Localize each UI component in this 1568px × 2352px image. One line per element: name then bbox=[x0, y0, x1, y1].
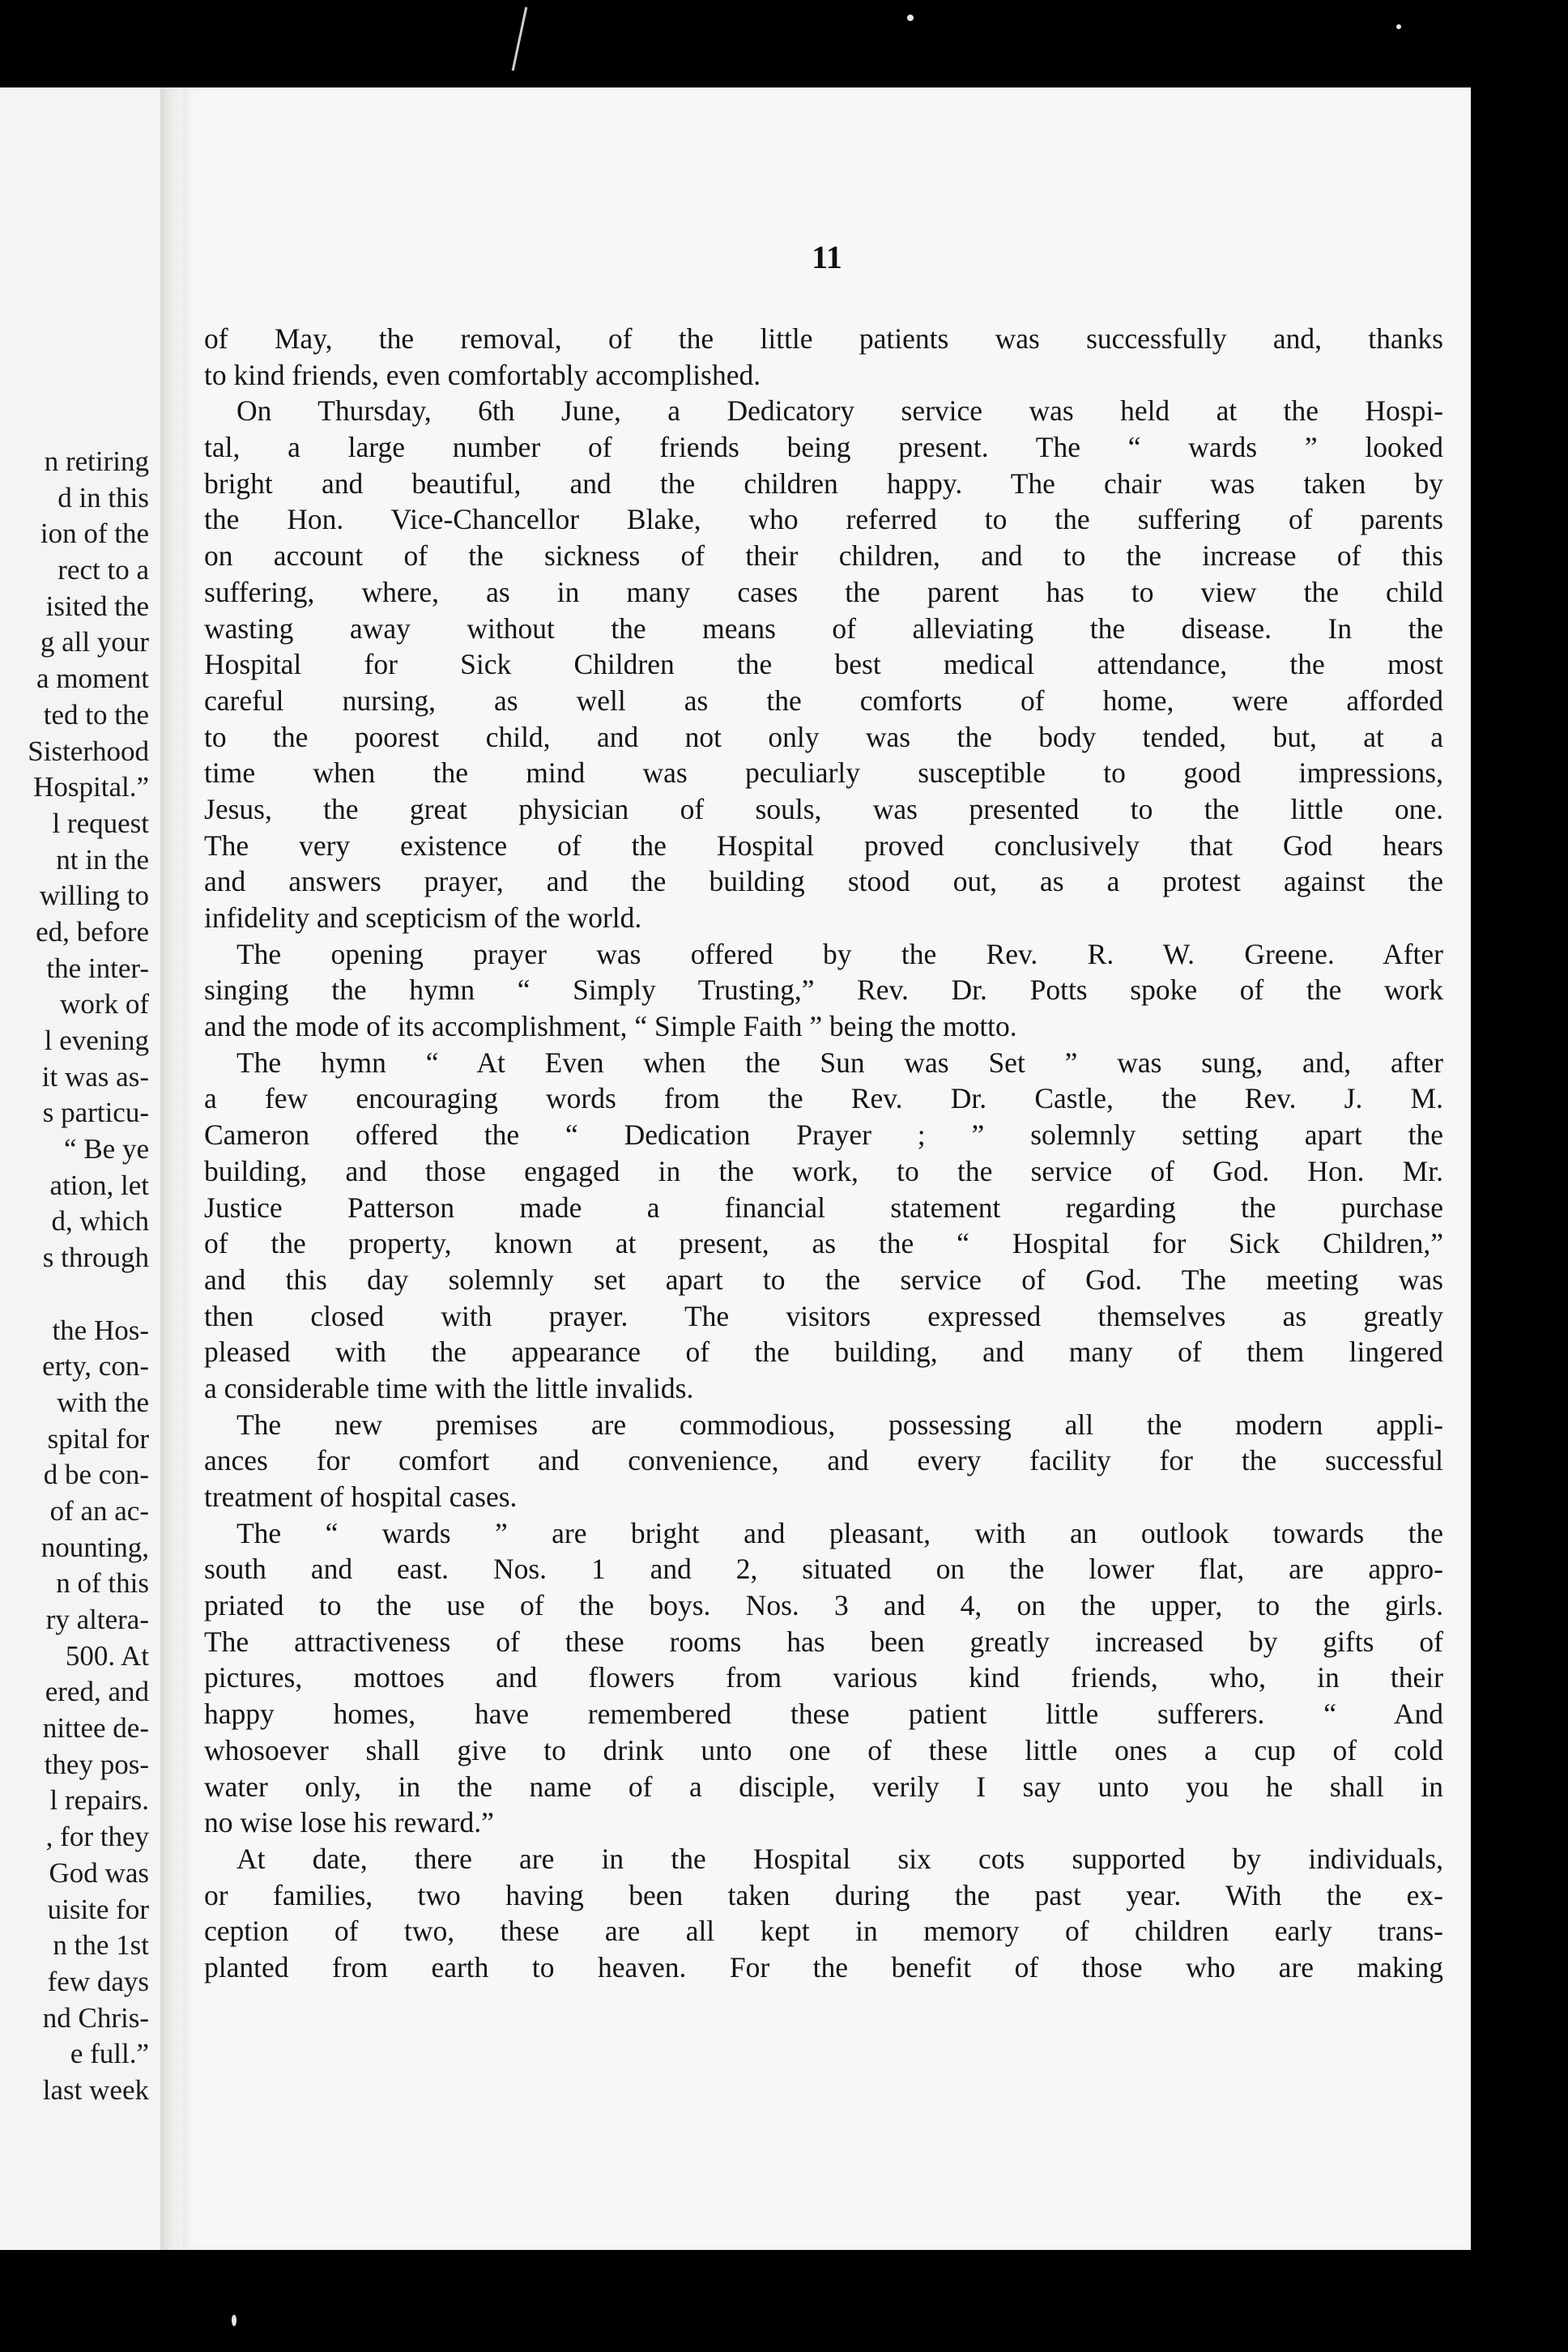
fragment-line: d be con- bbox=[43, 1459, 149, 1491]
fragment-line: spital for bbox=[47, 1422, 149, 1455]
fragment-line: Hospital.” bbox=[33, 771, 149, 803]
fragment-line: ered, and bbox=[45, 1676, 149, 1708]
fragment-line: willing to bbox=[39, 880, 149, 912]
text-line: Hospital for Sick Children the best medical attendance, the most bbox=[204, 648, 1443, 681]
text-line: careful nursing, as well as the comforts of home, were afforded bbox=[204, 684, 1443, 717]
fragment-line: l request bbox=[52, 807, 149, 839]
text-line: water only, in the name of a disciple, verily I say unto you he shall in bbox=[204, 1770, 1443, 1803]
previous-page-fragment bbox=[0, 87, 160, 2250]
fragment-line: few days bbox=[47, 1965, 149, 1997]
fragment-line: work of bbox=[60, 988, 149, 1020]
fragment-line: n of this bbox=[56, 1567, 149, 1600]
fragment-line: e full.” bbox=[70, 2038, 149, 2070]
fragment-line: with the bbox=[57, 1386, 149, 1418]
text-line: The “ wards ” are bright and pleasant, with an outlook towards the bbox=[236, 1516, 1443, 1549]
fragment-line: “ Be ye bbox=[64, 1133, 149, 1165]
text-line: The attractiveness of these rooms has been greatly increased by gifts of bbox=[204, 1625, 1443, 1658]
scan-speck bbox=[232, 2315, 236, 2326]
text-line: and this day solemnly set apart to the service of God. The meeting was bbox=[204, 1263, 1443, 1296]
text-line: building, and those engaged in the work, to the service of God. Hon. Mr. bbox=[204, 1154, 1443, 1187]
text-line: planted from earth to heaven. For the benefit of those who are making bbox=[204, 1950, 1443, 1983]
text-line: pleased with the appearance of the building, and many of them lingered bbox=[204, 1336, 1443, 1369]
text-line: the Hon. Vice-Chancellor Blake, who referred to the suffering of parents bbox=[204, 503, 1443, 536]
fragment-line bbox=[28, 1276, 149, 1313]
text-line: suffering, where, as in many cases the parent has to view the child bbox=[204, 575, 1443, 608]
text-line: wasting away without the means of alleviating the disease. In the bbox=[204, 611, 1443, 645]
text-line: south and east. Nos. 1 and 2, situated on the lower flat, are appro- bbox=[204, 1553, 1443, 1586]
fragment-line: nd Chris- bbox=[42, 2001, 149, 2034]
fragment-line: l repairs. bbox=[49, 1784, 149, 1817]
fragment-line: uisite for bbox=[47, 1893, 149, 1925]
text-line: to the poorest child, and not only was the body tended, but, at a bbox=[204, 720, 1443, 753]
fragment-line: ted to the bbox=[43, 698, 149, 731]
fragment-line: 500. At bbox=[65, 1639, 149, 1672]
scan-speck bbox=[1396, 24, 1401, 29]
fragment-line: nounting, bbox=[40, 1531, 149, 1563]
text-line: of May, the removal, of the little patients was successfully and, thanks bbox=[204, 322, 1443, 355]
fragment-line: n retiring bbox=[44, 445, 149, 477]
fragment-line: Sisterhood bbox=[28, 735, 149, 767]
text-line: tal, a large number of friends being present. The “ wards ” looked bbox=[204, 431, 1443, 464]
text-line: and answers prayer, and the building stood out, as a protest against the bbox=[204, 865, 1443, 898]
text-line: The new premises are commodious, possessing all the modern appli- bbox=[236, 1408, 1443, 1441]
text-line: a considerable time with the little invalids. bbox=[204, 1371, 694, 1404]
text-line: pictures, mottoes and flowers from various kind friends, who, in their bbox=[204, 1661, 1443, 1694]
fragment-line: the Hos- bbox=[52, 1314, 149, 1346]
text-line: or families, two having been taken during the past year. With the ex- bbox=[204, 1878, 1443, 1911]
text-line: At date, there are in the Hospital six cots supported by individuals, bbox=[236, 1842, 1443, 1875]
text-line: and the mode of its accomplishment, “ Simple Faith ” being the motto. bbox=[204, 1010, 1017, 1043]
fragment-line: l evening bbox=[44, 1025, 149, 1056]
pen-mark bbox=[512, 7, 528, 71]
fragment-line: isited the bbox=[45, 590, 149, 622]
text-line: On Thursday, 6th June, a Dedicatory service was held at the Hospi- bbox=[236, 394, 1443, 428]
fragment-line: it was as- bbox=[41, 1060, 149, 1093]
fragment-line: they pos- bbox=[44, 1748, 149, 1780]
fragment-line: of an ac- bbox=[49, 1494, 149, 1527]
text-line: The very existence of the Hospital proved conclusively that God hears bbox=[204, 829, 1443, 862]
page-body-text bbox=[204, 321, 1443, 1986]
fragment-line: ry altera- bbox=[45, 1604, 149, 1635]
fragment-line: g all your bbox=[40, 626, 149, 658]
text-line: to kind friends, even comfortably accomplished. bbox=[204, 358, 761, 391]
fragment-line: nittee de- bbox=[42, 1712, 149, 1745]
text-line: ances for comfort and convenience, and every facility for the successful bbox=[204, 1444, 1443, 1477]
text-line: The opening prayer was offered by the Rev. R. W. Greene. After bbox=[236, 937, 1443, 970]
text-line: The hymn “ At Even when the Sun was Set ” was sung, and, after bbox=[236, 1046, 1443, 1079]
fragment-line: a moment bbox=[36, 663, 149, 695]
fragment-line: ation, let bbox=[49, 1169, 149, 1201]
text-line: happy homes, have remembered these patient little sufferers. “ And bbox=[204, 1698, 1443, 1731]
text-line: Cameron offered the “ Dedication Prayer ; ” solemnly setting apart the bbox=[204, 1118, 1443, 1152]
text-line: then closed with prayer. The visitors expressed themselves as greatly bbox=[204, 1299, 1443, 1332]
text-line: no wise lose his reward.” bbox=[204, 1806, 494, 1839]
text-line: on account of the sickness of their children, and to the increase of this bbox=[204, 539, 1443, 573]
fragment-line: the inter- bbox=[46, 952, 149, 984]
fragment-line: s through bbox=[42, 1242, 149, 1274]
fragment-line: s particu- bbox=[42, 1097, 149, 1129]
text-line: Jesus, the great physician of souls, was presented to the little one. bbox=[204, 792, 1443, 825]
fragment-line: last week bbox=[42, 2073, 149, 2106]
fragment-line: erty, con- bbox=[42, 1350, 149, 1383]
text-line: ception of two, these are all kept in memory of children early trans- bbox=[204, 1915, 1443, 1948]
text-line: priated to the use of the boys. Nos. 3 and 4, on the upper, to the girls. bbox=[204, 1589, 1443, 1622]
text-line: a few encouraging words from the Rev. Dr. Castle, the Rev. J. M. bbox=[204, 1082, 1443, 1115]
fragment-line: n the 1st bbox=[53, 1929, 149, 1962]
scan-speck bbox=[907, 15, 914, 21]
text-line: Justice Patterson made a financial statement regarding the purchase bbox=[204, 1191, 1443, 1224]
text-line: time when the mind was peculiarly susceptible to good impressions, bbox=[204, 756, 1443, 790]
fragment-line: God was bbox=[49, 1856, 149, 1889]
page-number: 11 bbox=[812, 239, 842, 275]
fragment-line: d in this bbox=[58, 481, 149, 513]
fragment-line: , for they bbox=[45, 1821, 149, 1853]
page bbox=[183, 87, 1471, 2250]
fragment-line: ed, before bbox=[36, 915, 149, 948]
text-line: whosoever shall give to drink unto one of these little ones a cup of cold bbox=[204, 1733, 1443, 1766]
text-line: singing the hymn “ Simply Trusting,” Rev. Dr. Potts spoke of the work bbox=[204, 974, 1443, 1007]
fragment-line: ion of the bbox=[40, 518, 149, 550]
previous-page-text bbox=[28, 444, 149, 2109]
text-line: treatment of hospital cases. bbox=[204, 1481, 518, 1513]
text-line: of the property, known at present, as the “ Hospital for Sick Children,” bbox=[204, 1227, 1443, 1260]
fragment-line: rect to a bbox=[58, 554, 149, 586]
fragment-line: nt in the bbox=[56, 843, 149, 876]
text-line: bright and beautiful, and the children happy. The chair was taken by bbox=[204, 467, 1443, 500]
book-gutter bbox=[160, 87, 183, 2250]
fragment-line: d, which bbox=[51, 1205, 149, 1238]
text-line: infidelity and scepticism of the world. bbox=[204, 901, 642, 934]
